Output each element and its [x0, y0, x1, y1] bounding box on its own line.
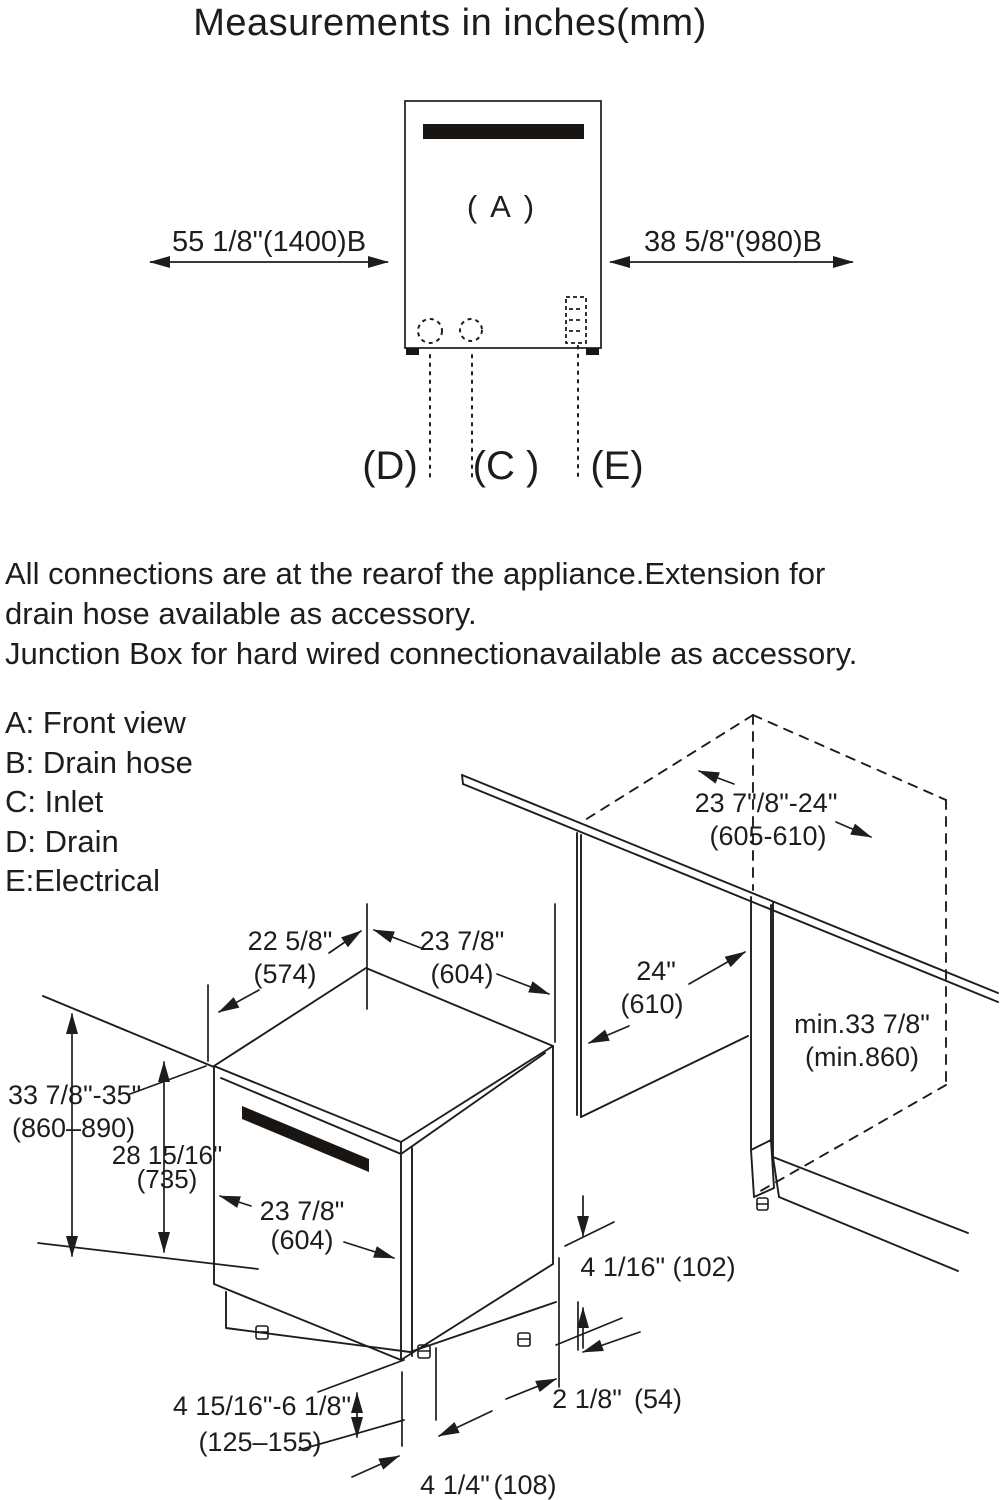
- foot-left: [406, 348, 419, 355]
- min-cabinet-dashed-box: [585, 715, 946, 1193]
- front-view-labels: [172, 189, 822, 488]
- dim-body-height-mm: (735): [136, 1164, 198, 1194]
- arrow-door-width-right: [344, 1242, 394, 1258]
- legend-item-d: D: Drain: [5, 823, 119, 859]
- note-line-2: drain hose available as accessory.: [5, 596, 477, 631]
- installation-diagram: [38, 715, 998, 1477]
- dim-leveling-range-in: 4 15/16"-6 1/8": [172, 1391, 352, 1421]
- dim-top-depth-in: 22 5/8": [247, 926, 333, 956]
- leveling-feet: [256, 1326, 530, 1358]
- dim-height-range-mm: (860–890): [12, 1113, 136, 1143]
- dim-cabinet-depth-in: 23 7"/8"-24": [694, 788, 838, 818]
- arrow-opening-down: [589, 1026, 629, 1043]
- dim-rear-clearance: 4 1/16" (102): [580, 1252, 736, 1282]
- floor-line-left: [38, 1243, 258, 1269]
- dim-top-depth-mm: (574): [253, 959, 317, 989]
- arrow-door-width-left: [220, 1196, 251, 1206]
- label-front-view: ( A ): [466, 189, 538, 224]
- dim-opening-width-mm: (610): [620, 989, 684, 1019]
- label-inlet: (C ): [472, 444, 540, 488]
- dishwasher-box: [214, 968, 556, 1360]
- dim-door-width-in: 23 7/8": [259, 1196, 345, 1226]
- dim-foot-inset-mm: (108): [493, 1470, 557, 1500]
- foot-right: [586, 348, 599, 355]
- legend-item-b: B: Drain hose: [5, 744, 193, 780]
- dim-drain-right: 38 5/8"(980)B: [644, 226, 822, 258]
- dim-door-width-mm: (604): [270, 1225, 334, 1255]
- note-line-3: Junction Box for hard wired connectionavailable as accessory.: [5, 636, 858, 671]
- front-view-diagram: [150, 101, 853, 478]
- electrical-grille: [566, 297, 586, 343]
- dim-kick-depth-in: 2 1/8": [552, 1384, 622, 1414]
- arrow-top-depth-right: [329, 931, 361, 953]
- dim-min-height-mm: (min.860): [804, 1042, 920, 1072]
- label-drain: (D): [362, 444, 418, 488]
- note-line-1: All connections are at the rearof the appliance.Extension for: [5, 556, 826, 591]
- legend-item-c: C: Inlet: [5, 784, 104, 819]
- dim-opening-width-in: 24": [636, 956, 676, 986]
- control-panel-bar: [423, 124, 584, 139]
- dim-top-width-mm: (604): [430, 959, 494, 989]
- dim-leveling-range-mm: (125–155): [198, 1427, 322, 1457]
- arrow-top-depth-left: [219, 990, 259, 1012]
- dimension-lines: [38, 771, 871, 1477]
- inlet-port-circle: [460, 319, 482, 341]
- label-electrical: (E): [590, 444, 644, 488]
- arrow-kick-depth-left: [506, 1379, 556, 1399]
- drain-port-circle: [418, 319, 442, 343]
- dim-body-height-in: 28 15/16": [111, 1140, 223, 1170]
- arrow-top-width-right: [497, 974, 549, 994]
- dim-foot-inset-in: 4 1/4": [420, 1470, 490, 1500]
- dim-top-width-in: 23 7/8": [419, 926, 505, 956]
- arrow-foot-inset-left: [352, 1456, 399, 1477]
- installation-labels: [8, 788, 930, 1500]
- dim-min-height-in: min.33 7/8": [794, 1009, 930, 1039]
- legend-item-a: A: Front view: [5, 705, 186, 740]
- arrow-cabinet-depth-up: [699, 771, 734, 784]
- dim-drain-left: 55 1/8"(1400)B: [171, 226, 367, 258]
- adjacent-cabinet-panel: [773, 903, 968, 1271]
- arrow-kick-depth-right: [583, 1332, 640, 1352]
- page-title: Measurements in inches(mm): [193, 2, 707, 44]
- dim-cabinet-depth-mm: (605-610): [709, 821, 827, 851]
- arrow-opening-up: [689, 952, 745, 984]
- legend-item-e: E:Electrical: [5, 863, 161, 898]
- handle-bar: [242, 1106, 369, 1172]
- dim-kick-depth-mm: (54): [633, 1384, 683, 1414]
- arrow-top-width-left: [374, 930, 421, 948]
- arrow-foot-inset-right: [439, 1411, 492, 1436]
- arrow-cabinet-depth-down: [836, 822, 871, 837]
- dim-height-range-in: 33 7/8"-35": [8, 1080, 142, 1110]
